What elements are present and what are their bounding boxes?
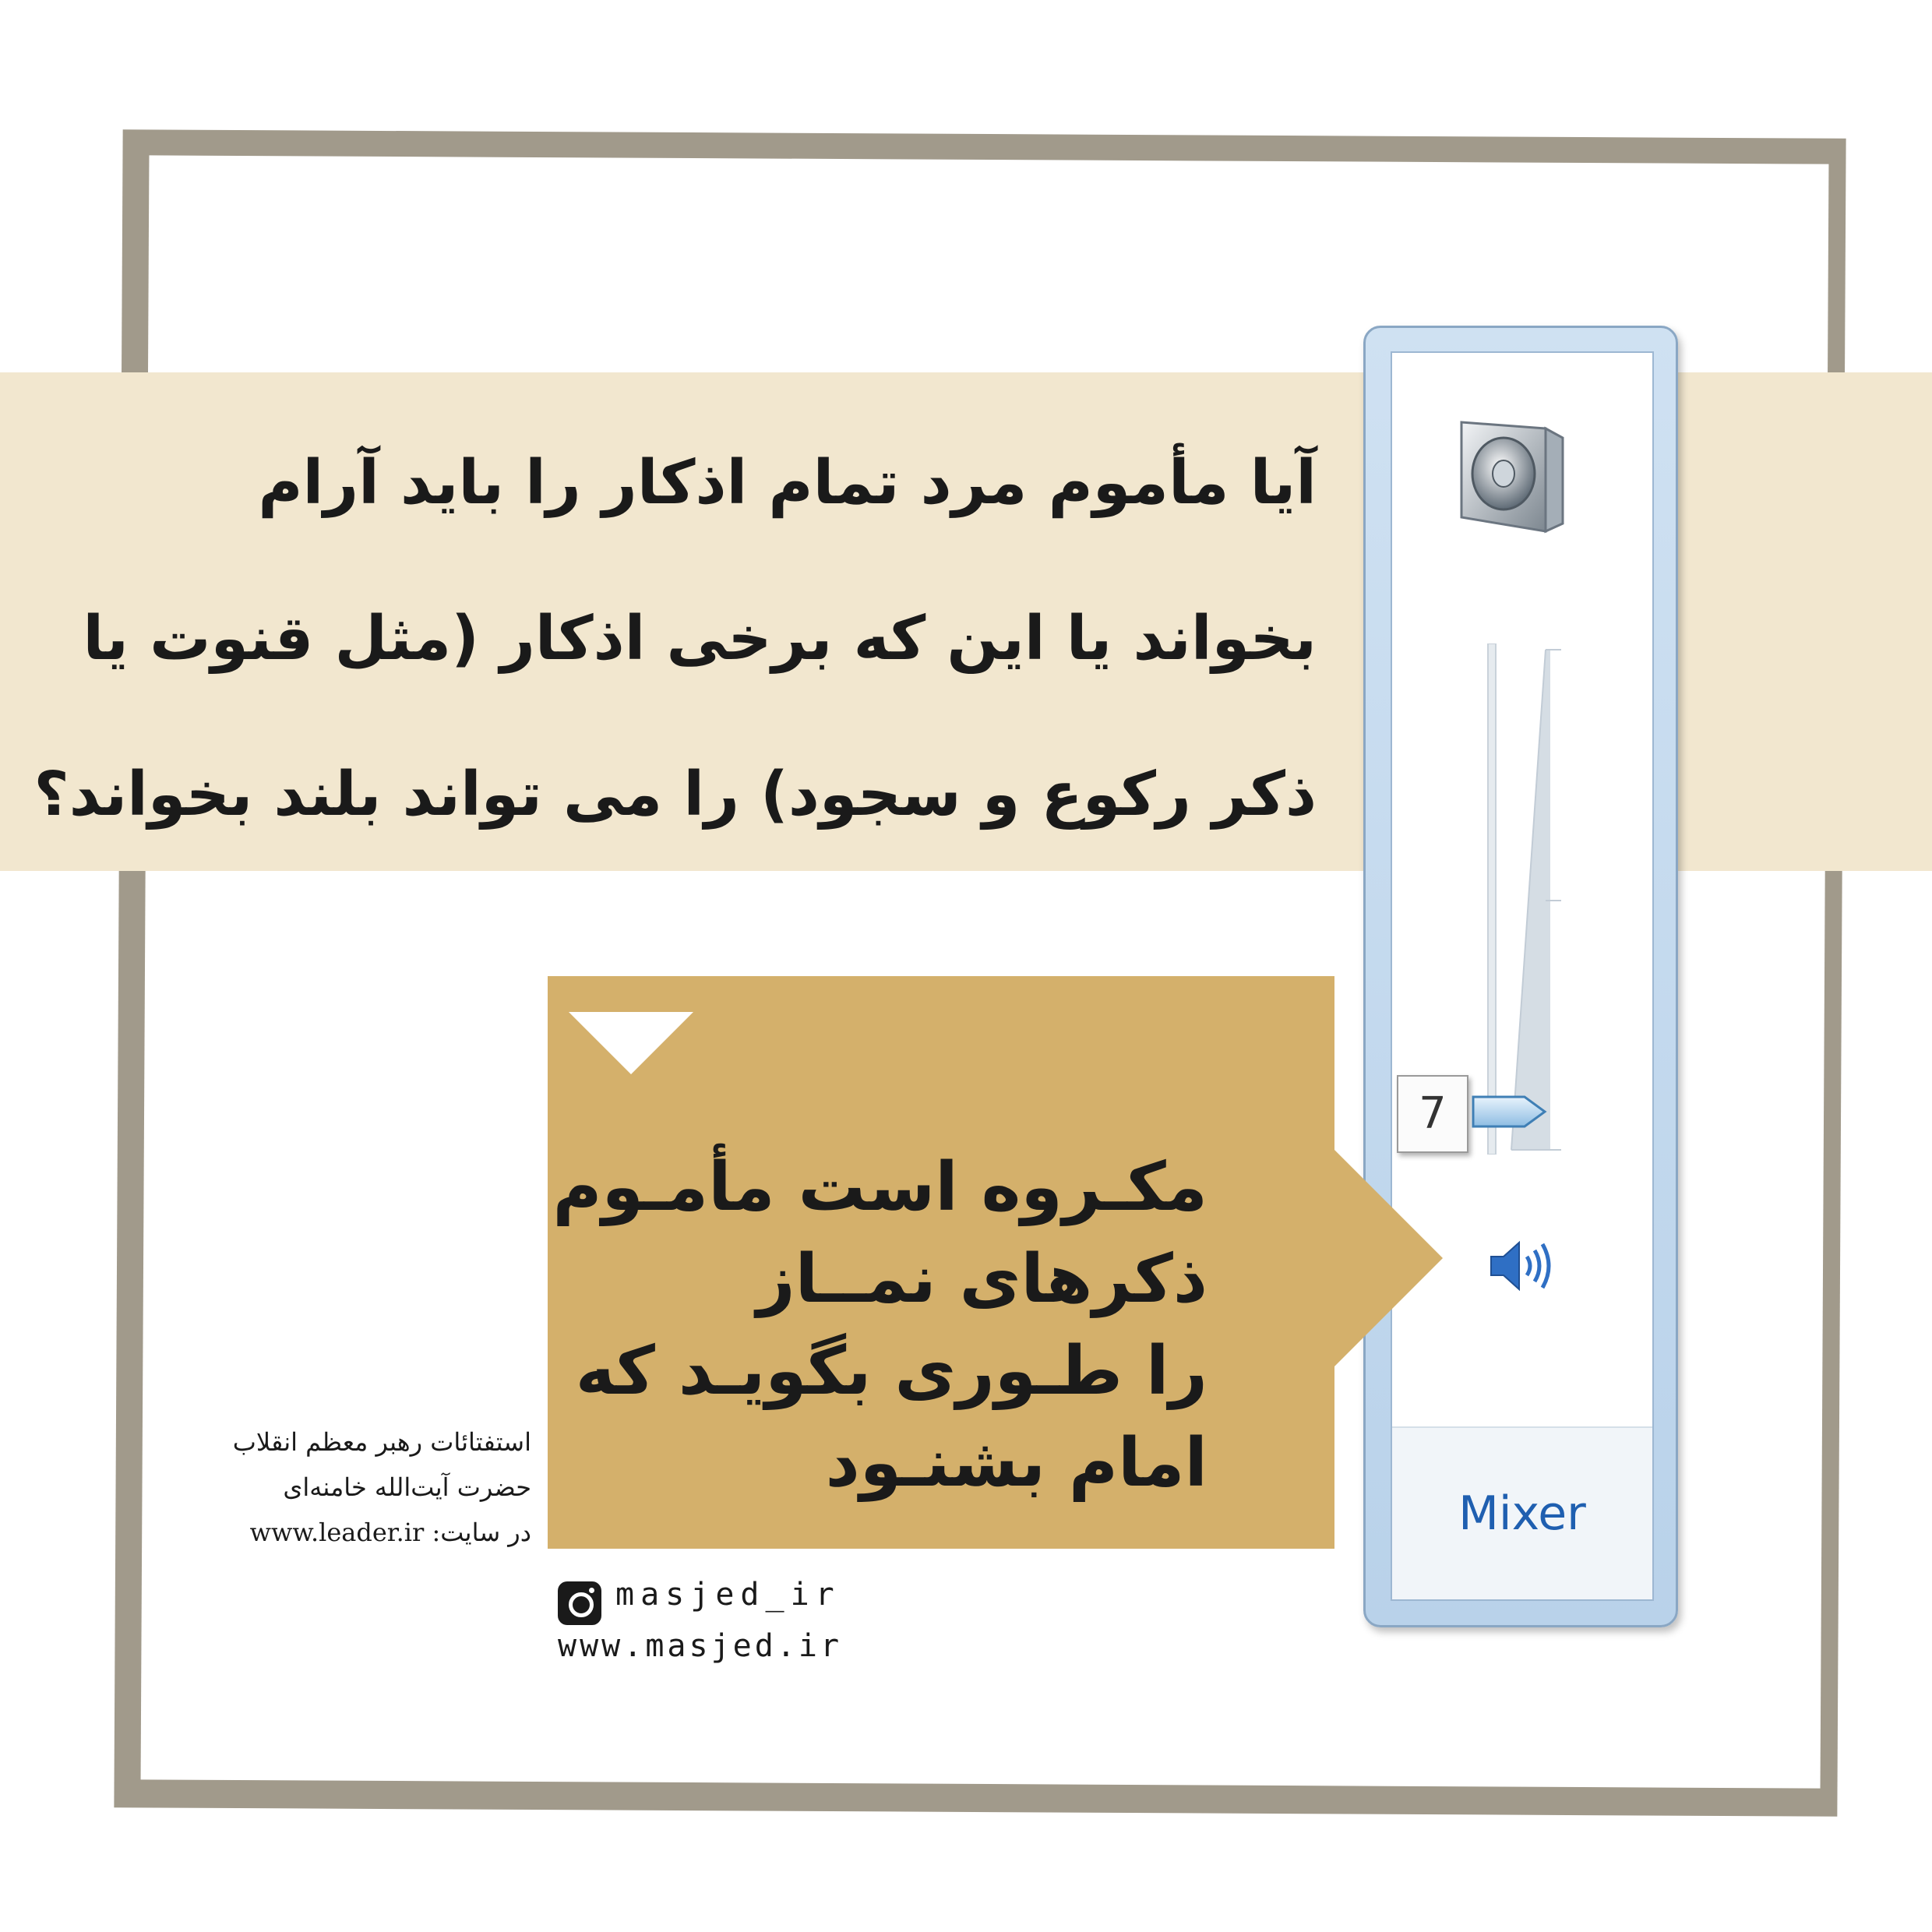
volume-value-readout: 7: [1397, 1075, 1468, 1153]
volume-slider-thumb[interactable]: [1470, 1092, 1548, 1131]
website-link[interactable]: www.masjed.ir: [558, 1628, 843, 1664]
mixer-link[interactable]: Mixer: [1458, 1486, 1586, 1541]
question-line: آیا مأموم مرد تمام اذکار را باید آرام: [258, 448, 1317, 518]
question-line: ذکر رکوع و سجود) را می تواند بلند بخواند؟: [33, 760, 1317, 830]
source-line: در سایت: www.leader.ir: [249, 1518, 531, 1547]
answer-line: ذکرهای نمــاز: [756, 1240, 1208, 1318]
source-line: استفتائات رهبر معظم انقلاب: [232, 1427, 531, 1457]
instagram-handle[interactable]: masjed_ir: [615, 1577, 841, 1613]
answer-line: امام بشنـود: [825, 1424, 1208, 1502]
volume-panel-footer: [1392, 1426, 1652, 1599]
source-credit: [179, 1419, 531, 1555]
source-line: حضرت آیت‌الله خامنه‌ای: [283, 1472, 531, 1502]
answer-notch-triangle: [569, 1012, 693, 1074]
instagram-icon: [558, 1581, 601, 1625]
answer-line: را طـوری بگویـد که: [575, 1332, 1208, 1410]
question-text: [33, 405, 1317, 873]
answer-text: [552, 1141, 1208, 1509]
volume-speaker-icon[interactable]: [1488, 1235, 1558, 1297]
question-line: بخواند یا این که برخی اذکار (مثل قنوت یا: [83, 604, 1317, 674]
answer-pointer-arrow: [1334, 1149, 1443, 1367]
speaker-device-icon: [1454, 414, 1569, 536]
volume-slider-track[interactable]: [1480, 643, 1566, 1155]
answer-line: مکـروه است مأمـوم: [552, 1148, 1208, 1226]
